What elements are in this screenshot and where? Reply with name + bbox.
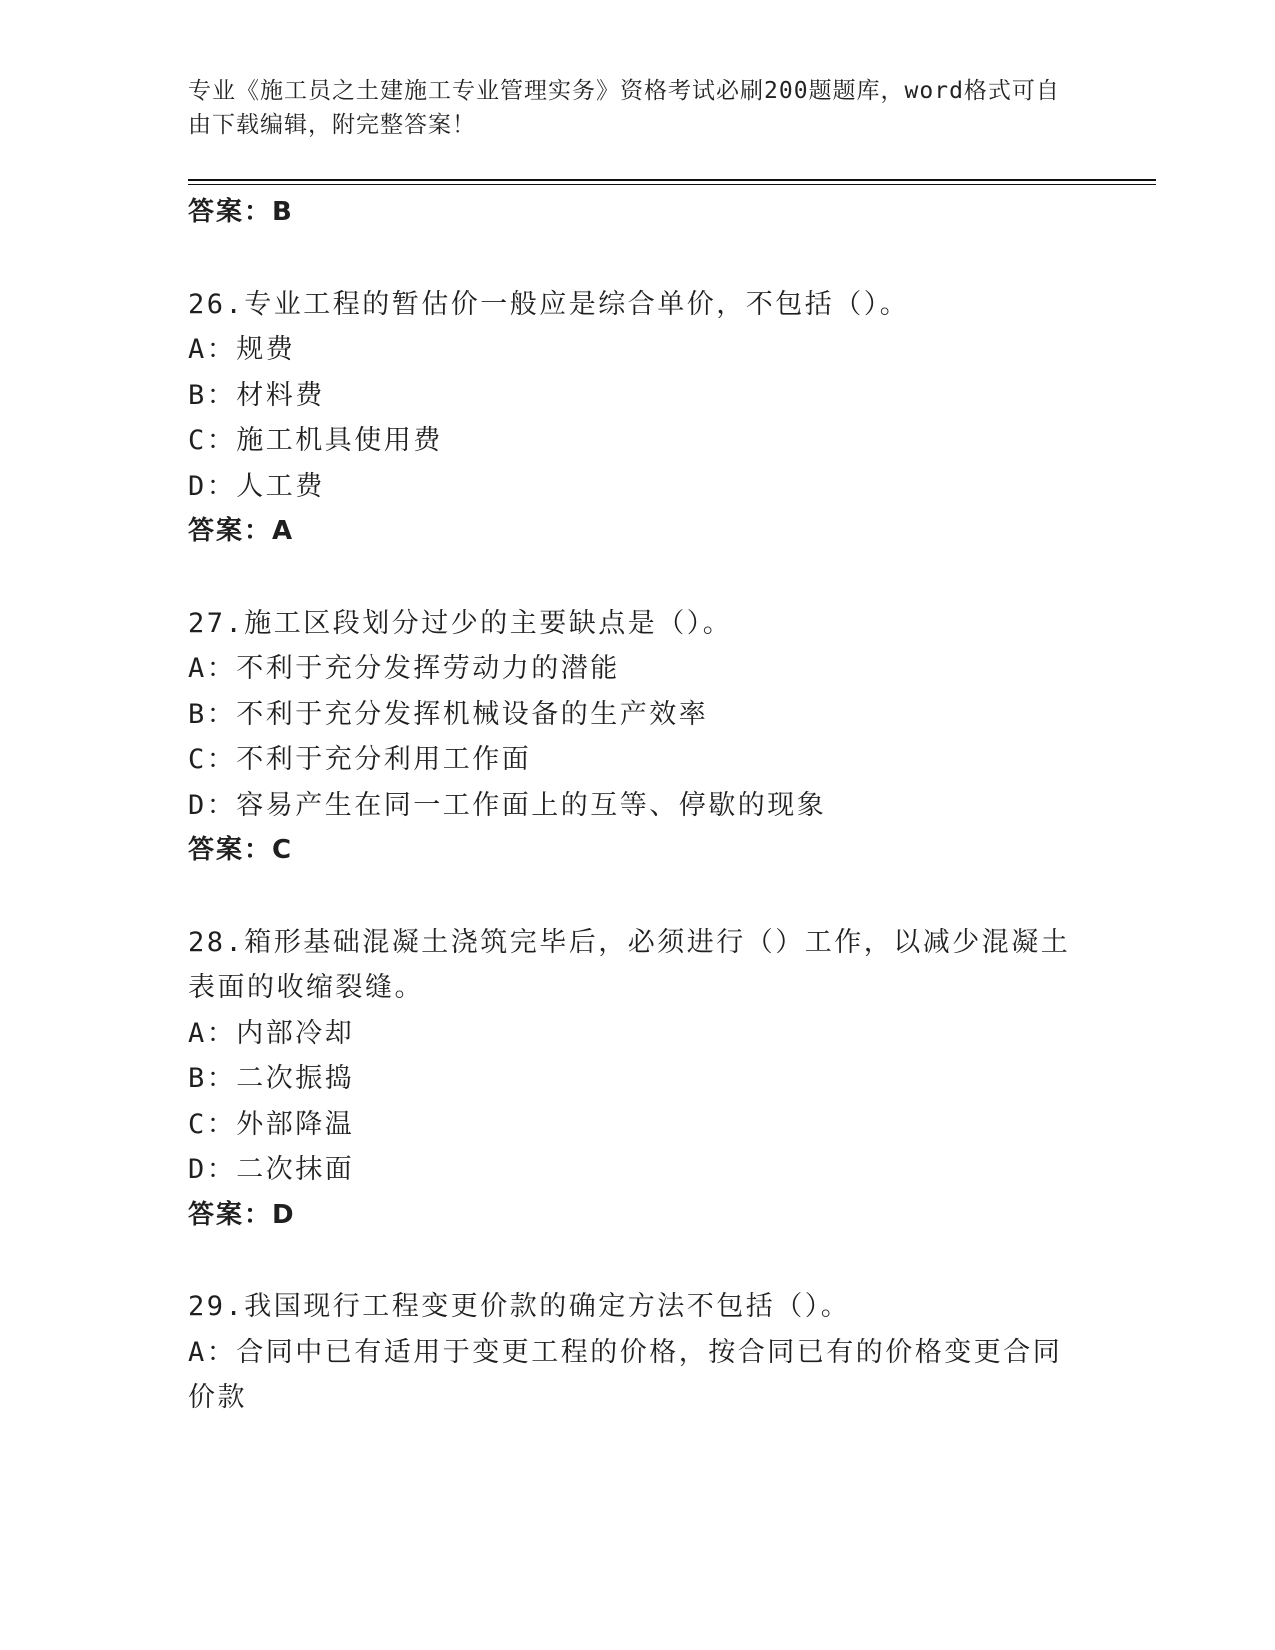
question-list (188, 190, 1088, 1421)
option-d: D：人工费 (188, 470, 325, 502)
option-c: C：不利于充分利用工作面 (188, 744, 532, 775)
spacer (188, 236, 1088, 282)
option-b: B：材料费 (188, 379, 325, 411)
answer-line: 答案：B (188, 197, 294, 227)
header-rule-thick (188, 179, 1156, 181)
option-d: D：容易产生在同一工作面上的互等、停歇的现象 (188, 789, 827, 821)
option-a: A：内部冷却 (188, 1017, 355, 1049)
question-stem: 26.专业工程的暂估价一般应是综合单价，不包括（）。 (188, 288, 910, 320)
header-rule-thin (188, 184, 1156, 185)
spacer (188, 555, 1088, 601)
option-a: A：规费 (188, 334, 296, 365)
question-item (188, 601, 1088, 874)
question-stem: 27.施工区段划分过少的主要缺点是（）。 (188, 607, 733, 639)
question-item (188, 920, 1088, 1239)
question-item (188, 1284, 1088, 1421)
answer-line: 答案：D (188, 1199, 296, 1230)
option-b: B：不利于充分发挥机械设备的生产效率 (188, 698, 709, 730)
spacer (188, 1238, 1088, 1284)
option-d: D：二次抹面 (188, 1154, 355, 1185)
spacer (188, 874, 1088, 920)
option-c: C：施工机具使用费 (188, 425, 443, 456)
option-a: A：不利于充分发挥劳动力的潜能 (188, 653, 620, 684)
option-a: A：合同中已有适用于变更工程的价格，按合同已有的价格变更合同价款 (188, 1336, 1063, 1413)
question-item (188, 282, 1088, 555)
answer-line: 答案：A (188, 516, 295, 546)
question-stem: 28.箱形基础混凝土浇筑完毕后，必须进行（）工作，以减少混凝土表面的收缩裂缝。 (188, 926, 1071, 1003)
answer-line: 答案：C (188, 835, 294, 865)
question-stem: 29.我国现行工程变更价款的确定方法不包括（）。 (188, 1291, 851, 1322)
option-b: B：二次振捣 (188, 1063, 355, 1094)
option-c: C：外部降温 (188, 1108, 355, 1140)
document-header: 专业《施工员之土建施工专业管理实务》资格考试必刷200题题库，word格式可自由下载编辑，附完整答案！ (188, 78, 1060, 138)
